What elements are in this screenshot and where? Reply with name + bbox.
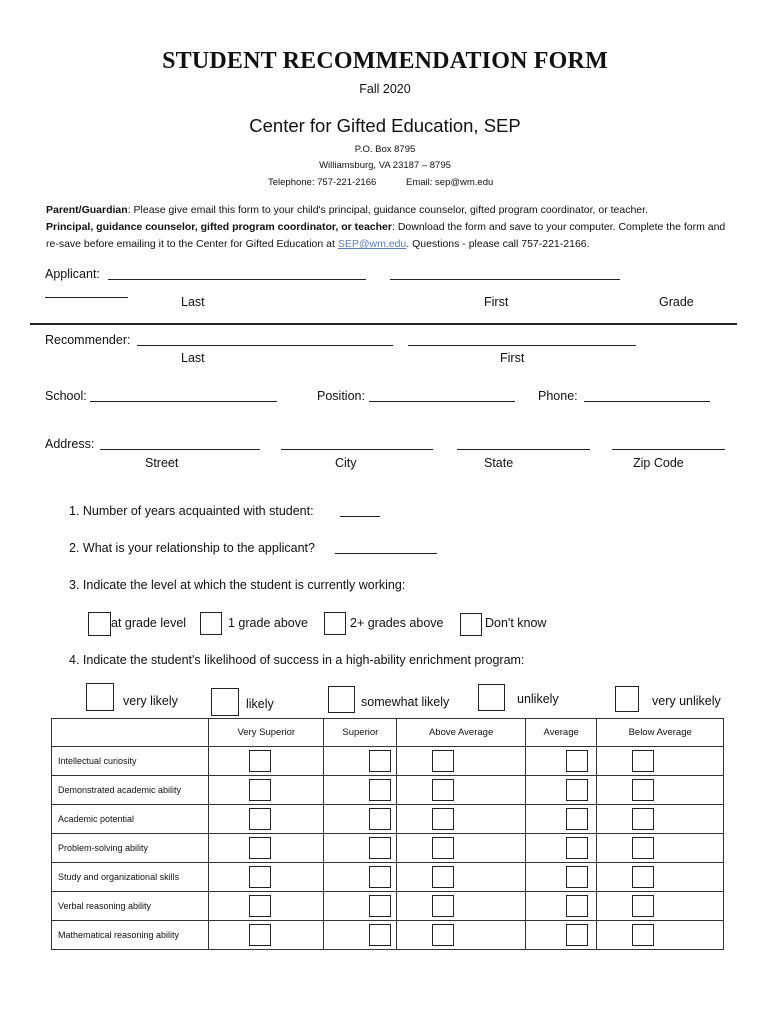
rating-cell [209, 776, 324, 805]
rating-cell [209, 863, 324, 892]
q3-option-checkbox[interactable] [200, 612, 222, 635]
rating-checkbox[interactable] [249, 837, 271, 859]
rating-checkbox[interactable] [249, 779, 271, 801]
rating-cell [397, 747, 526, 776]
rating-checkbox[interactable] [432, 837, 454, 859]
recommender-last-caption: Last [181, 351, 205, 365]
table-row [52, 921, 724, 950]
recommender-label: Recommender: [45, 333, 131, 347]
rating-cell [525, 892, 596, 921]
city-line: Williamsburg, VA 23187 – 8795 [319, 160, 451, 171]
rating-cell [209, 892, 324, 921]
applicant-first-field[interactable] [390, 267, 620, 280]
rating-cell [397, 921, 526, 950]
city-caption: City [335, 456, 357, 470]
position-label: Position: [317, 389, 365, 403]
question-3: 3. Indicate the level at which the student is currently working: [69, 578, 406, 592]
question-4: 4. Indicate the student's likelihood of success in a high-ability enrichment program: [69, 653, 525, 667]
q4-option-label: very likely [123, 694, 178, 708]
phone-field[interactable] [584, 389, 710, 402]
rating-cell [397, 834, 526, 863]
years-field[interactable] [340, 504, 380, 517]
trait-label: Intellectual curiosity [52, 747, 209, 776]
rating-cell [525, 834, 596, 863]
rating-checkbox[interactable] [249, 866, 271, 888]
column-header: Average [525, 719, 596, 747]
email: Email: sep@wm.edu [406, 177, 494, 188]
q4-option-checkbox[interactable] [86, 683, 114, 711]
divider [30, 323, 737, 325]
applicant-grade-caption: Grade [659, 295, 694, 309]
q4-option-checkbox[interactable] [211, 688, 239, 716]
q3-option-label: 2+ grades above [350, 616, 444, 630]
school-label: School: [45, 389, 87, 403]
trait-label: Verbal reasoning ability [52, 892, 209, 921]
rating-cell [209, 747, 324, 776]
rating-checkbox[interactable] [369, 808, 391, 830]
table-row [52, 776, 724, 805]
rating-checkbox[interactable] [432, 779, 454, 801]
rating-checkbox[interactable] [432, 808, 454, 830]
rating-cell [397, 892, 526, 921]
q4-option-checkbox[interactable] [615, 686, 639, 712]
state-caption: State [484, 456, 514, 470]
rating-cell [525, 805, 596, 834]
zip-caption: Zip Code [633, 456, 684, 470]
applicant-last-caption: Last [181, 295, 205, 309]
rating-checkbox[interactable] [369, 924, 391, 946]
rating-checkbox[interactable] [432, 924, 454, 946]
rating-checkbox[interactable] [432, 750, 454, 772]
rating-cell [597, 921, 724, 950]
rating-cell [324, 834, 397, 863]
q3-option-label: at grade level [111, 616, 187, 630]
rating-checkbox[interactable] [249, 750, 271, 772]
term: Fall 2020 [359, 82, 411, 96]
rating-cell [324, 863, 397, 892]
rating-checkbox[interactable] [566, 895, 588, 917]
rating-checkbox[interactable] [632, 779, 654, 801]
rating-table [51, 718, 724, 950]
q3-option-checkbox[interactable] [324, 612, 346, 635]
parent-text: : Please give email this form to your child's principal, guidance counselor, gifted program coordinator, or teacher. [127, 204, 648, 216]
state-field[interactable] [457, 437, 590, 450]
rating-checkbox[interactable] [369, 837, 391, 859]
position-field[interactable] [369, 389, 515, 402]
trait-header [52, 719, 209, 747]
rating-checkbox[interactable] [632, 837, 654, 859]
trait-label: Study and organizational skills [52, 863, 209, 892]
street-caption: Street [145, 456, 179, 470]
rating-checkbox[interactable] [432, 866, 454, 888]
trait-label: Academic potential [52, 805, 209, 834]
po-box: P.O. Box 8795 [354, 144, 416, 155]
center-name: Center for Gifted Education, SEP [249, 115, 521, 136]
rating-checkbox[interactable] [369, 895, 391, 917]
parent-label: Parent/Guardian [46, 204, 128, 216]
form-title: STUDENT RECOMMENDATION FORM [162, 48, 608, 74]
trait-label: Problem-solving ability [52, 834, 209, 863]
rating-cell [324, 776, 397, 805]
rating-header-row [52, 719, 724, 747]
street-field[interactable] [100, 437, 260, 450]
q4-option-label: likely [246, 697, 274, 711]
rating-cell [324, 892, 397, 921]
rating-cell [597, 863, 724, 892]
email-link[interactable]: SEP@wm.edu [337, 238, 407, 250]
rating-cell [397, 805, 526, 834]
rating-cell [597, 747, 724, 776]
applicant-last-field[interactable] [108, 267, 366, 280]
rating-checkbox[interactable] [369, 750, 391, 772]
relationship-field[interactable] [335, 541, 437, 554]
rating-cell [397, 863, 526, 892]
rating-cell [209, 921, 324, 950]
rating-cell [324, 747, 397, 776]
rating-cell [525, 776, 596, 805]
rating-cell [209, 834, 324, 863]
table-row [52, 863, 724, 892]
telephone: Telephone: 757-221-2166 [268, 177, 377, 188]
rating-checkbox[interactable] [249, 895, 271, 917]
applicant-grade-field[interactable] [45, 285, 128, 298]
rating-checkbox[interactable] [432, 895, 454, 917]
rating-checkbox[interactable] [249, 808, 271, 830]
rating-cell [597, 776, 724, 805]
rating-checkbox[interactable] [632, 866, 654, 888]
instructions [46, 202, 736, 253]
rating-cell [324, 921, 397, 950]
q3-option-checkbox[interactable] [88, 612, 111, 636]
school-field[interactable] [90, 389, 277, 402]
q4-option-label: somewhat likely [361, 695, 450, 709]
rating-cell [597, 805, 724, 834]
trait-label: Mathematical reasoning ability [52, 921, 209, 950]
rating-checkbox[interactable] [632, 750, 654, 772]
rating-checkbox[interactable] [632, 895, 654, 917]
q3-option-label: 1 grade above [228, 616, 308, 630]
q4-option-label: unlikely [517, 692, 559, 706]
rating-checkbox[interactable] [566, 808, 588, 830]
rating-checkbox[interactable] [566, 866, 588, 888]
trait-label: Demonstrated academic ability [52, 776, 209, 805]
city-field[interactable] [281, 437, 433, 450]
rating-cell [597, 834, 724, 863]
column-header: Below Average [597, 719, 724, 747]
rating-checkbox[interactable] [566, 750, 588, 772]
q3-option-checkbox[interactable] [460, 613, 482, 636]
closing-text: . Questions - please call 757-221-2166. [406, 238, 590, 250]
rating-cell [525, 747, 596, 776]
rating-checkbox[interactable] [369, 779, 391, 801]
q4-option-label: very unlikely [652, 694, 721, 708]
applicant-first-caption: First [484, 295, 509, 309]
rating-checkbox[interactable] [369, 866, 391, 888]
recommender-first-field[interactable] [408, 333, 636, 346]
column-header: Above Average [397, 719, 526, 747]
column-header: Very Superior [209, 719, 324, 747]
rating-checkbox[interactable] [566, 779, 588, 801]
zip-field[interactable] [612, 437, 725, 450]
applicant-label: Applicant: [45, 267, 100, 281]
principal-label: Principal, guidance counselor, gifted program coordinator, or teacher [46, 221, 392, 233]
rating-cell [209, 805, 324, 834]
rating-cell [397, 776, 526, 805]
table-row [52, 892, 724, 921]
principal-text: : Download the form and save to your computer. Complete the form and re-save before emailing it to the Center for Gifted Education at [46, 221, 726, 250]
rating-body [52, 747, 724, 950]
recommender-last-field[interactable] [137, 333, 393, 346]
rating-checkbox[interactable] [249, 924, 271, 946]
address-label: Address: [45, 437, 95, 451]
recommender-first-caption: First [500, 351, 525, 365]
q4-option-checkbox[interactable] [328, 686, 355, 713]
table-row [52, 805, 724, 834]
column-header: Superior [324, 719, 397, 747]
rating-cell [324, 805, 397, 834]
rating-cell [525, 863, 596, 892]
rating-checkbox[interactable] [632, 924, 654, 946]
rating-cell [525, 921, 596, 950]
table-row [52, 747, 724, 776]
rating-checkbox[interactable] [566, 837, 588, 859]
rating-checkbox[interactable] [566, 924, 588, 946]
rating-checkbox[interactable] [632, 808, 654, 830]
question-1: 1. Number of years acquainted with student: [69, 504, 314, 518]
rating-cell [597, 892, 724, 921]
q3-option-label: Don't know [485, 616, 547, 630]
question-2: 2. What is your relationship to the applicant? [69, 541, 315, 555]
q4-option-checkbox[interactable] [478, 684, 505, 711]
table-row [52, 834, 724, 863]
phone-label: Phone: [538, 389, 578, 403]
